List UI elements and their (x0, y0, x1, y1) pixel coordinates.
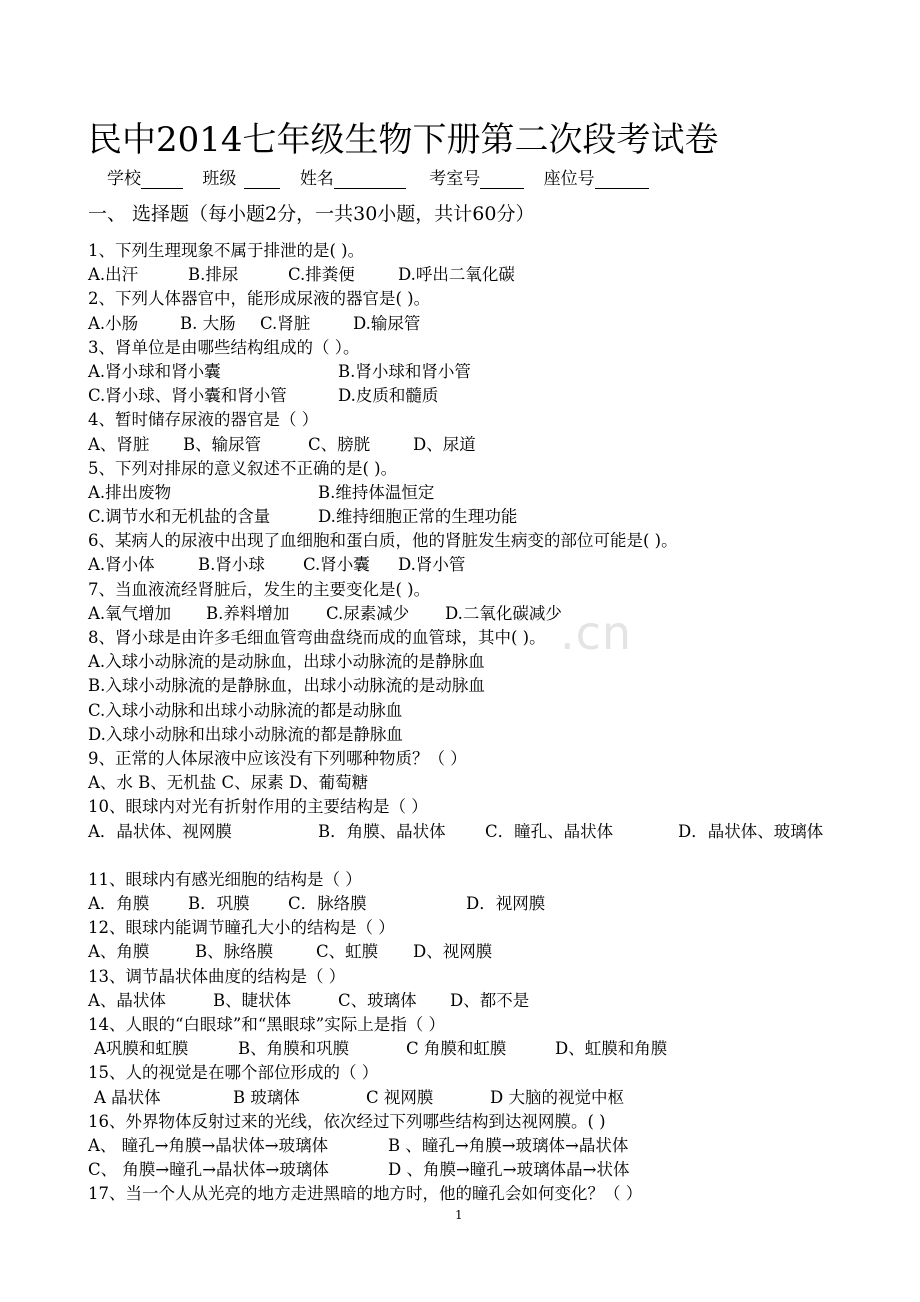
question-line (88, 312, 888, 336)
question-line (88, 553, 888, 577)
section-heading: 一、 选择题（每小题2分，一共30小题，共计60分） (88, 203, 535, 225)
option-text: D.肾小管 (398, 555, 466, 575)
option-text: C.调节水和无机盐的含量 (88, 507, 271, 527)
option-text: D．视网膜 (466, 894, 546, 914)
question-line (88, 892, 888, 916)
question-line: 2、下列人体器官中，能形成尿液的器官是( )。 (88, 289, 431, 309)
question-line: 14、人眼的“白眼球”和“黑眼球”实际上是指（ ） (88, 1015, 445, 1034)
option-text: A巩膜和虹膜 (94, 1039, 189, 1059)
class-blank[interactable] (244, 172, 280, 189)
option-text: C.排粪便 (288, 265, 355, 285)
option-text: B．角膜、晶状体 (318, 821, 446, 841)
question-line (88, 360, 888, 384)
school-blank[interactable] (141, 172, 183, 189)
option-text: D．晶状体、玻璃体 (678, 821, 824, 841)
option-text: B.肾小球 (198, 555, 265, 575)
option-text: C．瞳孔、晶状体 (485, 821, 614, 841)
option-text: D.输尿管 (353, 313, 421, 333)
page-number: 1 (455, 1208, 463, 1222)
question-line (88, 820, 888, 844)
option-text: D、都不是 (450, 990, 530, 1010)
option-text: D.皮质和髓质 (338, 386, 439, 406)
question-line: A、水 B、无机盐 C、尿素 D、葡萄糖 (88, 773, 369, 793)
question-line: 9、正常的人体尿液中应该没有下列哪种物质？（ ） (88, 748, 467, 768)
question-line: 16、外界物体反射过来的光线，依次经过下列哪些结构到达视网膜。( ) (88, 1111, 606, 1131)
option-text: D.二氧化碳减少 (445, 603, 562, 623)
question-line: 12、眼球内能调节瞳孔大小的结构是（ ） (88, 918, 395, 938)
question-line: 3、肾单位是由哪些结构组成的（ ）。 (88, 337, 360, 357)
option-text: B、脉络膜 (195, 942, 274, 962)
student-info-row (107, 164, 663, 189)
option-text: B、睫状体 (213, 990, 292, 1010)
option-text: D、虹膜和角膜 (555, 1039, 668, 1059)
question-line: 10、眼球内对光有折射作用的主要结构是（ ） (88, 797, 428, 817)
question-line (88, 1037, 888, 1061)
question-line (88, 1086, 888, 1110)
option-text: A.排出废物 (88, 482, 172, 502)
option-text: B、输尿管 (183, 434, 262, 454)
option-text: A．晶状体、视网膜 (88, 821, 232, 841)
option-text: B、角膜和巩膜 (238, 1039, 350, 1059)
question-line: 15、人的视觉是在哪个部位形成的（ ） (88, 1063, 379, 1083)
room-blank[interactable] (480, 172, 524, 189)
question-line: C.入球小动脉和出球小动脉流的都是动脉血 (88, 700, 403, 720)
question-line: 13、调节晶状体曲度的结构是（ ） (88, 966, 346, 986)
question-line (88, 481, 888, 505)
question-line: 11、眼球内有感光细胞的结构是（ ） (88, 869, 362, 889)
option-text: D、视网膜 (413, 942, 493, 962)
option-text: A 晶状体 (94, 1087, 161, 1107)
question-line (88, 602, 888, 626)
question-line (88, 1134, 888, 1158)
option-text: C.肾脏 (260, 313, 311, 333)
option-text: A、晶状体 (88, 990, 166, 1010)
school-label: 学校 (107, 169, 141, 189)
name-blank[interactable] (334, 172, 406, 189)
question-line: 17、当一个人从光亮的地方走进黑暗的地方时，他的瞳孔会如何变化？（ ） (88, 1184, 643, 1204)
question-line: A.入球小动脉流的是动脉血，出球小动脉流的是静脉血 (88, 652, 485, 672)
option-text: B.养料增加 (206, 603, 290, 623)
option-text: D、尿道 (413, 434, 476, 454)
option-text: A.小肠 (88, 313, 139, 333)
option-text: C、虹膜 (316, 942, 379, 962)
option-text: D 、角膜→瞳孔→玻璃体晶→状体 (388, 1160, 630, 1180)
option-text: B.排尿 (188, 265, 239, 285)
option-text: B.维持体温恒定 (318, 482, 435, 502)
seat-blank[interactable] (595, 172, 649, 189)
option-text: A.肾小球和肾小囊 (88, 361, 221, 381)
question-line: 8、肾小球是由许多毛细血管弯曲盘绕而成的血管球，其中( )。 (88, 628, 546, 647)
option-text: C.肾小囊 (303, 555, 370, 575)
question-line: 5、下列对排尿的意义叙述不正确的是( )。 (88, 458, 398, 478)
question-line: B.入球小动脉流的是静脉血，出球小动脉流的是动脉血 (88, 676, 485, 696)
option-text: A.氧气增加 (88, 603, 172, 623)
option-text: C、玻璃体 (338, 990, 417, 1010)
question-line: 4、暂时储存尿液的器官是（ ） (88, 410, 319, 430)
option-text: B．巩膜 (188, 894, 250, 914)
question-line (88, 384, 888, 408)
option-text: C．脉络膜 (288, 894, 367, 914)
option-text: A.出汗 (88, 265, 139, 285)
option-text: B 、瞳孔→角膜→玻璃体→晶状体 (388, 1135, 629, 1155)
question-line (88, 989, 888, 1013)
question-line: 7、当血液流经肾脏后，发生的主要变化是( )。 (88, 579, 431, 599)
question-list (88, 239, 888, 1207)
option-text: D.呼出二氧化碳 (398, 265, 515, 285)
option-text: D.维持细胞正常的生理功能 (318, 507, 518, 527)
question-line (88, 433, 888, 457)
option-text: A、肾脏 (88, 434, 150, 454)
question-line: 6、某病人的尿液中出现了血细胞和蛋白质，他的肾脏发生病变的部位可能是( )。 (88, 531, 678, 551)
question-line (88, 263, 888, 287)
seat-label: 座位号 (543, 169, 595, 189)
room-label: 考室号 (429, 169, 481, 189)
option-text: A、 瞳孔→角膜→晶状体→玻璃体 (88, 1135, 329, 1155)
option-text: C、膀胱 (308, 434, 371, 454)
watermark: .cn (560, 606, 633, 660)
question-line (88, 844, 888, 868)
question-line (88, 505, 888, 529)
option-text: B.肾小球和肾小管 (338, 361, 471, 381)
option-text: A.肾小体 (88, 555, 155, 575)
class-label: 班级 (202, 169, 237, 189)
exam-title: 民中2014七年级生物下册第二次段考试卷 (88, 120, 719, 160)
option-text: B 玻璃体 (233, 1087, 300, 1107)
question-line (88, 940, 888, 964)
question-line: D.入球小动脉和出球小动脉流的都是静脉血 (88, 724, 403, 744)
option-text: A、角膜 (88, 942, 150, 962)
question-line (88, 1158, 888, 1182)
question-line: 1、下列生理现象不属于排泄的是( )。 (88, 241, 365, 260)
option-text: C.肾小球、肾小囊和肾小管 (88, 386, 287, 406)
option-text: C.尿素减少 (326, 603, 410, 623)
option-text: D 大脑的视觉中枢 (490, 1087, 624, 1107)
option-text: C、 角膜→瞳孔→晶状体→玻璃体 (88, 1160, 329, 1180)
option-text: C 角膜和虹膜 (406, 1039, 507, 1059)
option-text: B. 大肠 (180, 313, 236, 333)
option-text: A．角膜 (88, 894, 150, 914)
name-label: 姓名 (299, 169, 334, 189)
option-text: C 视网膜 (366, 1087, 434, 1107)
